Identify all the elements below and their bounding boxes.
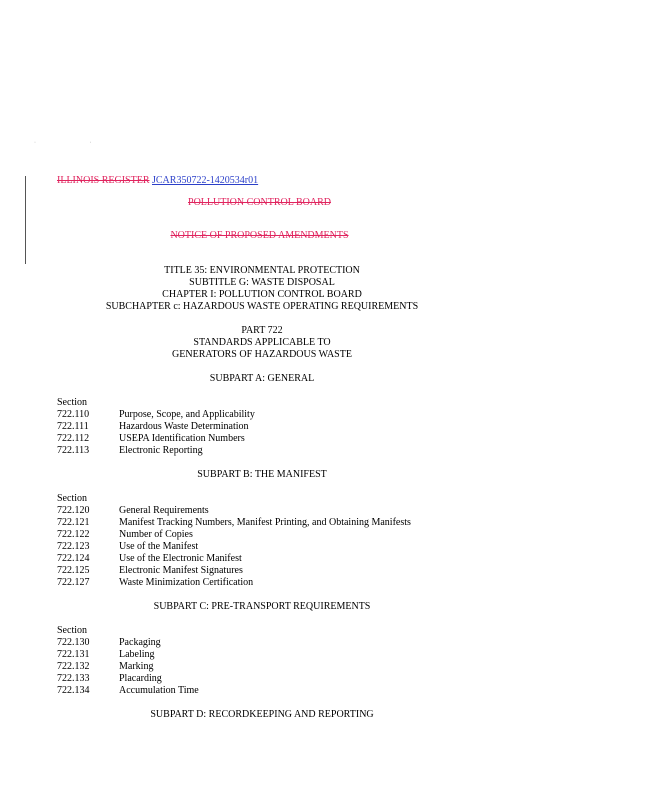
section-title: Accumulation Time xyxy=(119,685,199,696)
scan-specks: · · xyxy=(34,140,118,146)
toc-item xyxy=(57,433,255,445)
toc-item xyxy=(57,565,411,577)
section-number: 722.110 xyxy=(57,409,90,420)
section-title: Labeling xyxy=(119,649,155,660)
toc-item xyxy=(57,541,411,553)
subpart-d-heading xyxy=(0,709,524,721)
section-number: 722.124 xyxy=(57,553,90,564)
section-label: Section xyxy=(57,397,87,408)
toc-item xyxy=(57,505,411,517)
section-title: Marking xyxy=(119,661,154,672)
subpart-a-toc xyxy=(57,409,255,457)
section-number: 722.122 xyxy=(57,529,90,540)
subpart-b-heading xyxy=(0,469,524,481)
section-number: 722.127 xyxy=(57,577,90,588)
section-title: Use of the Electronic Manifest xyxy=(119,553,242,564)
section-number: 722.123 xyxy=(57,541,90,552)
struck-notice-line xyxy=(0,230,671,242)
toc-item xyxy=(57,421,255,433)
section-title: General Requirements xyxy=(119,505,209,516)
toc-item xyxy=(57,661,199,673)
subpart-c-toc xyxy=(57,637,199,697)
section-number: 722.120 xyxy=(57,505,90,516)
subpart-c-heading xyxy=(0,601,524,613)
subpart-b-toc xyxy=(57,505,411,589)
part-line-2: GENERATORS OF HAZARDOUS WASTE xyxy=(172,349,352,360)
struck-register-text: ILLINOIS REGISTER xyxy=(57,175,150,186)
section-number: 722.111 xyxy=(57,421,89,432)
revision-change-bar xyxy=(25,176,26,264)
toc-item xyxy=(57,553,411,565)
subchapter-heading: SUBCHAPTER c: HAZARDOUS WASTE OPERATING REQUIREMENTS xyxy=(105,301,419,312)
section-title: Electronic Reporting xyxy=(119,445,203,456)
section-number: 722.133 xyxy=(57,673,90,684)
section-title: Electronic Manifest Signatures xyxy=(119,565,243,576)
toc-item xyxy=(57,637,199,649)
section-number: 722.121 xyxy=(57,517,90,528)
part-heading: PART 722 xyxy=(241,325,283,336)
section-title: Hazardous Waste Determination xyxy=(119,421,249,432)
title-heading: TITLE 35: ENVIRONMENTAL PROTECTION xyxy=(164,265,360,276)
section-title: Packaging xyxy=(119,637,161,648)
toc-item xyxy=(57,673,199,685)
section-title: Manifest Tracking Numbers, Manifest Printing, and Obtaining Manifests xyxy=(119,517,411,528)
struck-board-text: POLLUTION CONTROL BOARD xyxy=(188,197,331,208)
part-line-1: STANDARDS APPLICABLE TO xyxy=(193,337,331,348)
subpart-a-heading xyxy=(0,373,524,385)
part-block xyxy=(0,325,524,361)
toc-item xyxy=(57,529,411,541)
subtitle-heading: SUBTITLE G: WASTE DISPOSAL xyxy=(189,277,335,288)
section-number: 722.125 xyxy=(57,565,90,576)
chapter-heading: CHAPTER I: POLLUTION CONTROL BOARD xyxy=(162,289,362,300)
section-number: 722.134 xyxy=(57,685,90,696)
section-title: USEPA Identification Numbers xyxy=(119,433,245,444)
header-register-line xyxy=(57,175,258,187)
section-title: Number of Copies xyxy=(119,529,193,540)
section-title: Purpose, Scope, and Applicability xyxy=(119,409,255,420)
subpart-heading-text: SUBPART D: RECORDKEEPING AND REPORTING xyxy=(150,709,374,720)
toc-item xyxy=(57,649,199,661)
section-title: Waste Minimization Certification xyxy=(119,577,254,588)
inserted-document-id: JCAR350722-1420534r01 xyxy=(152,175,259,186)
section-title: Placarding xyxy=(119,673,162,684)
toc-item xyxy=(57,685,199,697)
section-label: Section xyxy=(57,625,87,636)
section-title: Use of the Manifest xyxy=(119,541,199,552)
subpart-heading-text: SUBPART C: PRE-TRANSPORT REQUIREMENTS xyxy=(153,601,371,612)
toc-item xyxy=(57,409,255,421)
subpart-heading-text: SUBPART A: GENERAL xyxy=(209,373,315,384)
section-number: 722.113 xyxy=(57,445,90,456)
title-block xyxy=(0,265,524,313)
section-label: Section xyxy=(57,493,87,504)
subpart-heading-text: SUBPART B: THE MANIFEST xyxy=(197,469,327,480)
struck-notice-text: NOTICE OF PROPOSED AMENDMENTS xyxy=(170,230,349,241)
section-number: 722.112 xyxy=(57,433,90,444)
toc-item xyxy=(57,577,411,589)
struck-board-line xyxy=(0,197,671,209)
toc-item xyxy=(57,517,411,529)
toc-item xyxy=(57,445,255,457)
section-number: 722.132 xyxy=(57,661,90,672)
section-number: 722.131 xyxy=(57,649,90,660)
section-number: 722.130 xyxy=(57,637,90,648)
